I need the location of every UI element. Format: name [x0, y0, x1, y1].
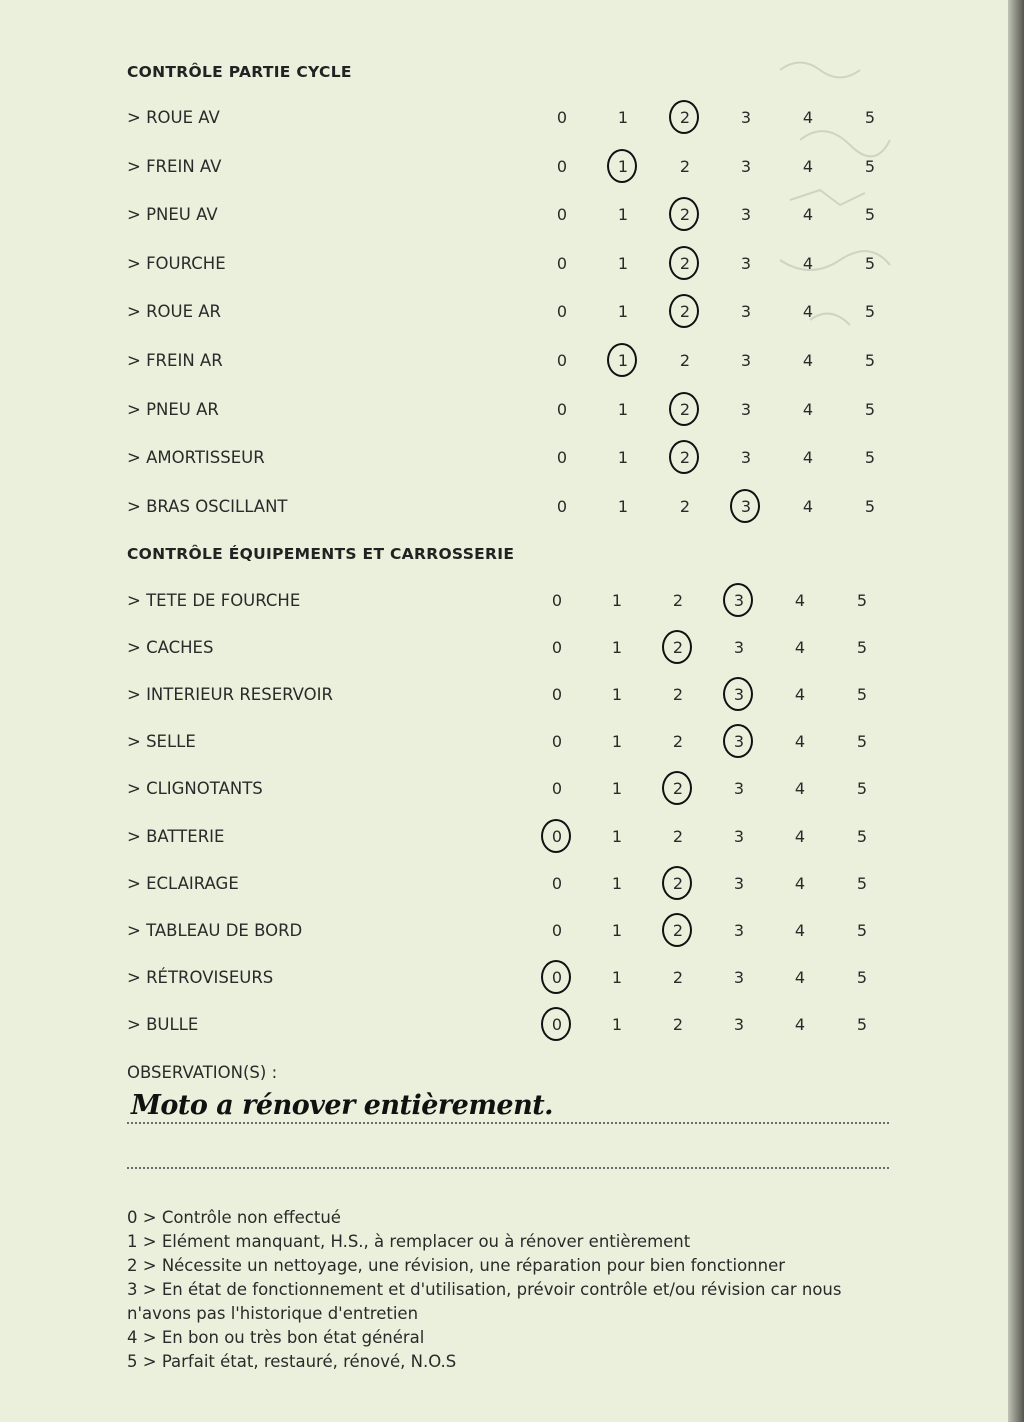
score-option[interactable]: 4	[802, 448, 814, 468]
score-option-circled[interactable]: 0	[539, 963, 575, 993]
observation-line-1	[127, 1122, 889, 1124]
score-option-circled[interactable]: 2	[667, 443, 703, 473]
score-option[interactable]: 5	[864, 448, 876, 468]
score-option[interactable]: 0	[556, 302, 568, 322]
rating-row	[0, 916, 1008, 946]
score-option[interactable]: 5	[856, 826, 868, 846]
score-option[interactable]: 5	[864, 496, 876, 516]
score-option[interactable]: 3	[740, 448, 752, 468]
rating-row-label: > FREIN AR	[127, 351, 223, 370]
score-option[interactable]: 0	[551, 685, 563, 705]
score-option-circled[interactable]: 3	[721, 680, 757, 710]
score-option[interactable]: 5	[856, 779, 868, 799]
score-option[interactable]: 5	[856, 732, 868, 752]
score-option[interactable]: 1	[611, 732, 623, 752]
score-option[interactable]: 2	[672, 685, 684, 705]
score-option[interactable]: 5	[856, 591, 868, 610]
score-option-circled[interactable]: 2	[660, 869, 696, 899]
score-option[interactable]: 1	[617, 399, 629, 419]
rating-row	[0, 633, 1008, 663]
score-option[interactable]: 3	[733, 826, 745, 846]
score-option[interactable]: 4	[802, 496, 814, 516]
rating-row-label: > AMORTISSEUR	[127, 448, 265, 468]
score-option[interactable]: 5	[864, 399, 876, 419]
rating-row	[0, 297, 1008, 327]
score-option[interactable]: 0	[556, 351, 568, 370]
score-option[interactable]: 5	[856, 920, 868, 940]
score-option[interactable]: 4	[802, 399, 814, 419]
rating-row-label: > ROUE AR	[127, 302, 222, 322]
score-option[interactable]: 0	[551, 920, 563, 940]
score-option[interactable]: 5	[856, 1014, 868, 1034]
score-option[interactable]: 2	[672, 732, 684, 752]
score-option[interactable]: 5	[864, 302, 876, 322]
score-option-circled[interactable]: 2	[667, 200, 703, 230]
rating-row-label: > FOURCHE	[127, 253, 226, 273]
rating-row	[0, 869, 1008, 899]
rating-row	[0, 822, 1008, 852]
score-option[interactable]: 3	[733, 920, 745, 940]
score-option-circled[interactable]: 2	[667, 249, 703, 279]
score-option-circled[interactable]: 0	[539, 1010, 575, 1040]
score-option[interactable]: 2	[679, 351, 691, 370]
score-option[interactable]: 4	[794, 873, 806, 893]
score-option[interactable]: 0	[556, 205, 568, 225]
observation-line-2	[127, 1167, 889, 1169]
score-option[interactable]: 3	[733, 1014, 745, 1034]
rating-row	[0, 443, 1008, 473]
rating-row-label: > PNEU AV	[127, 205, 218, 225]
rating-row-label: > SELLE	[127, 732, 196, 752]
score-option[interactable]: 3	[733, 873, 745, 893]
score-option[interactable]: 1	[617, 448, 629, 468]
score-option[interactable]: 4	[802, 302, 814, 322]
rating-row	[0, 680, 1008, 710]
score-option[interactable]: 5	[864, 108, 876, 127]
rating-row	[0, 395, 1008, 425]
rating-row-label: > ROUE AV	[127, 108, 220, 127]
score-option[interactable]: 1	[617, 302, 629, 322]
score-option-circled[interactable]: 3	[721, 586, 757, 616]
score-option[interactable]: 5	[856, 873, 868, 893]
score-option[interactable]: 1	[611, 920, 623, 940]
score-option[interactable]: 2	[679, 496, 691, 516]
score-option[interactable]: 0	[556, 253, 568, 273]
score-option[interactable]: 1	[611, 1014, 623, 1034]
rating-row-label: > CLIGNOTANTS	[127, 779, 263, 799]
score-option[interactable]: 4	[802, 156, 814, 176]
score-option[interactable]: 2	[672, 1014, 684, 1034]
rating-row	[0, 963, 1008, 993]
legend-item-1: 1 > Elément manquant, H.S., à remplacer ou à rénover entièrement	[127, 1232, 691, 1251]
score-option[interactable]: 1	[611, 826, 623, 846]
score-option[interactable]: 0	[551, 873, 563, 893]
page-edge-shadow	[1008, 0, 1024, 1422]
rating-row-label: > ECLAIRAGE	[127, 873, 239, 893]
score-option[interactable]: 4	[794, 732, 806, 752]
score-option[interactable]: 1	[617, 253, 629, 273]
score-option[interactable]: 3	[740, 156, 752, 176]
rating-row-label: > FREIN AV	[127, 156, 222, 176]
score-option[interactable]: 5	[864, 351, 876, 370]
score-option[interactable]: 0	[556, 108, 568, 127]
score-option[interactable]: 1	[617, 496, 629, 516]
rating-row-label: > TETE DE FOURCHE	[127, 591, 301, 610]
observation-handwritten-text: Moto a rénover entièrement.	[131, 1090, 554, 1121]
score-option[interactable]: 0	[556, 496, 568, 516]
score-option-circled[interactable]: 1	[605, 152, 641, 182]
score-option-circled[interactable]: 2	[660, 916, 696, 946]
score-option[interactable]: 0	[556, 156, 568, 176]
score-option[interactable]: 3	[740, 399, 752, 419]
score-option[interactable]: 5	[856, 685, 868, 705]
score-option[interactable]: 2	[672, 591, 684, 610]
score-option[interactable]: 5	[864, 253, 876, 273]
rating-row-label: > BULLE	[127, 1014, 199, 1034]
score-option[interactable]: 0	[551, 779, 563, 799]
score-option-circled[interactable]: 2	[660, 774, 696, 804]
score-option[interactable]: 0	[556, 399, 568, 419]
score-option[interactable]: 4	[802, 108, 814, 127]
score-option[interactable]: 3	[740, 302, 752, 322]
legend-item-5: 5 > Parfait état, restauré, rénové, N.O.S	[127, 1352, 457, 1371]
score-option[interactable]: 5	[864, 156, 876, 176]
score-option[interactable]: 0	[551, 732, 563, 752]
rating-row-label: > CACHES	[127, 638, 214, 658]
score-option[interactable]: 1	[617, 108, 629, 127]
rating-legend	[127, 1206, 887, 1374]
score-option[interactable]: 0	[556, 448, 568, 468]
score-option[interactable]: 4	[794, 967, 806, 987]
legend-item-2: 2 > Nécessite un nettoyage, une révision, une réparation pour bien fonctionner	[127, 1256, 786, 1275]
score-option[interactable]: 4	[794, 920, 806, 940]
rating-row	[0, 586, 1008, 616]
score-option-circled[interactable]: 1	[605, 346, 641, 376]
rating-row-label: > RÉTROVISEURS	[127, 967, 274, 987]
score-option-circled[interactable]: 0	[539, 822, 575, 852]
score-option[interactable]: 1	[611, 591, 623, 610]
rating-row	[0, 727, 1008, 757]
score-option[interactable]: 4	[794, 638, 806, 658]
score-option[interactable]: 5	[864, 205, 876, 225]
rating-row	[0, 200, 1008, 230]
score-option[interactable]: 0	[551, 591, 563, 610]
score-option[interactable]: 1	[611, 873, 623, 893]
legend-item-4: 4 > En bon ou très bon état général	[127, 1328, 425, 1347]
rating-row	[0, 103, 1008, 133]
score-option[interactable]: 1	[617, 205, 629, 225]
score-option[interactable]: 4	[802, 205, 814, 225]
score-option[interactable]: 0	[551, 638, 563, 658]
rating-row-label: > PNEU AR	[127, 399, 219, 419]
score-option[interactable]: 1	[611, 967, 623, 987]
score-option[interactable]: 4	[802, 253, 814, 273]
score-option[interactable]: 3	[733, 638, 745, 658]
score-option[interactable]: 2	[672, 967, 684, 987]
score-option[interactable]: 2	[672, 826, 684, 846]
score-option[interactable]: 1	[611, 779, 623, 799]
rating-row-label: > BATTERIE	[127, 826, 225, 846]
observation-label: OBSERVATION(S) :	[127, 1063, 278, 1082]
rating-row-label: > TABLEAU DE BORD	[127, 920, 303, 940]
rating-row	[0, 1010, 1008, 1040]
rating-row	[0, 249, 1008, 279]
score-option[interactable]: 3	[740, 351, 752, 370]
rating-row-label: > BRAS OSCILLANT	[127, 496, 288, 516]
score-option[interactable]: 5	[856, 638, 868, 658]
rating-row	[0, 152, 1008, 182]
score-option[interactable]: 3	[740, 108, 752, 127]
score-option-circled[interactable]: 2	[667, 103, 703, 133]
score-option[interactable]: 3	[740, 205, 752, 225]
score-option[interactable]: 1	[611, 638, 623, 658]
score-option[interactable]: 4	[794, 826, 806, 846]
rating-row	[0, 774, 1008, 804]
legend-item-3: 3 > En état de fonctionnement et d'utilisation, prévoir contrôle et/ou révision car nous n'avons pas l'historique d'entretien	[127, 1280, 842, 1323]
score-option[interactable]: 4	[802, 351, 814, 370]
score-option[interactable]: 4	[794, 591, 806, 610]
score-option[interactable]: 4	[794, 779, 806, 799]
score-option-circled[interactable]: 2	[667, 297, 703, 327]
score-option-circled[interactable]: 2	[667, 395, 703, 425]
legend-item-0: 0 > Contrôle non effectué	[127, 1208, 341, 1227]
score-option[interactable]: 3	[740, 253, 752, 273]
rating-row	[0, 346, 1008, 376]
score-option[interactable]: 1	[611, 685, 623, 705]
rating-row-label: > INTERIEUR RESERVOIR	[127, 685, 333, 705]
score-option[interactable]: 2	[679, 156, 691, 176]
score-option-circled[interactable]: 3	[728, 492, 764, 522]
rating-row	[0, 492, 1008, 522]
score-option[interactable]: 4	[794, 685, 806, 705]
score-option[interactable]: 3	[733, 779, 745, 799]
score-option-circled[interactable]: 2	[660, 633, 696, 663]
score-option[interactable]: 4	[794, 1014, 806, 1034]
score-option-circled[interactable]: 3	[721, 727, 757, 757]
score-option[interactable]: 3	[733, 967, 745, 987]
score-option[interactable]: 5	[856, 967, 868, 987]
section-title-cycle: CONTRÔLE PARTIE CYCLE	[127, 63, 352, 81]
section-title-equipment: CONTRÔLE ÉQUIPEMENTS ET CARROSSERIE	[127, 545, 515, 563]
